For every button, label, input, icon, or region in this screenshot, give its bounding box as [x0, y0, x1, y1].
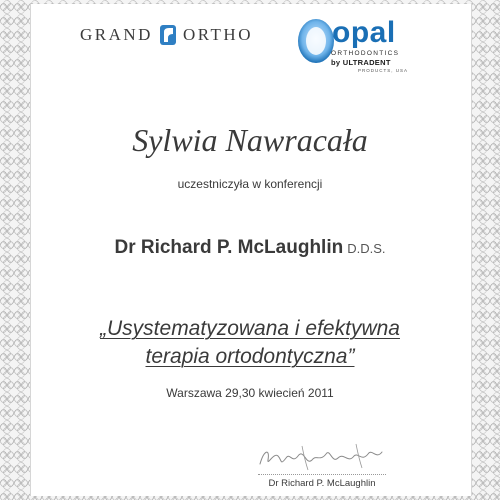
conference-topic-line-1: „Usystematyzowana i efektywna	[100, 317, 400, 340]
opal-wordmark: opal	[332, 16, 396, 49]
place-and-date: Warszawa 29,30 kwiecień 2011	[166, 386, 334, 400]
opal-ultradent: by ULTRADENT	[331, 58, 391, 67]
lecturer-degree: D.D.S.	[347, 241, 386, 256]
opal-circle-icon	[296, 16, 336, 66]
opal-orthodontics: ORTHODONTICS	[331, 50, 400, 57]
grand-ortho-mark-icon	[159, 24, 177, 46]
lecturer-name: Dr Richard P. McLaughlin	[114, 237, 344, 258]
participation-text: uczestniczyła w konferencji	[177, 177, 323, 191]
grand-ortho-word-right: ORTHO	[182, 25, 253, 44]
recipient-name: Sylwia Nawracała	[132, 122, 368, 158]
lecturer-line	[0, 237, 500, 259]
handwritten-signature	[256, 442, 386, 472]
opal-logo	[296, 14, 418, 74]
grand-ortho-logo	[80, 24, 253, 46]
signature-line	[258, 474, 386, 476]
signatory-name: Dr Richard P. McLaughlin	[268, 478, 376, 489]
opal-products-usa: PRODUCTS, USA	[358, 68, 409, 73]
conference-topic-line-2: terapia ortodontyczna”	[145, 345, 355, 368]
grand-ortho-word-left: GRAND	[80, 25, 153, 44]
